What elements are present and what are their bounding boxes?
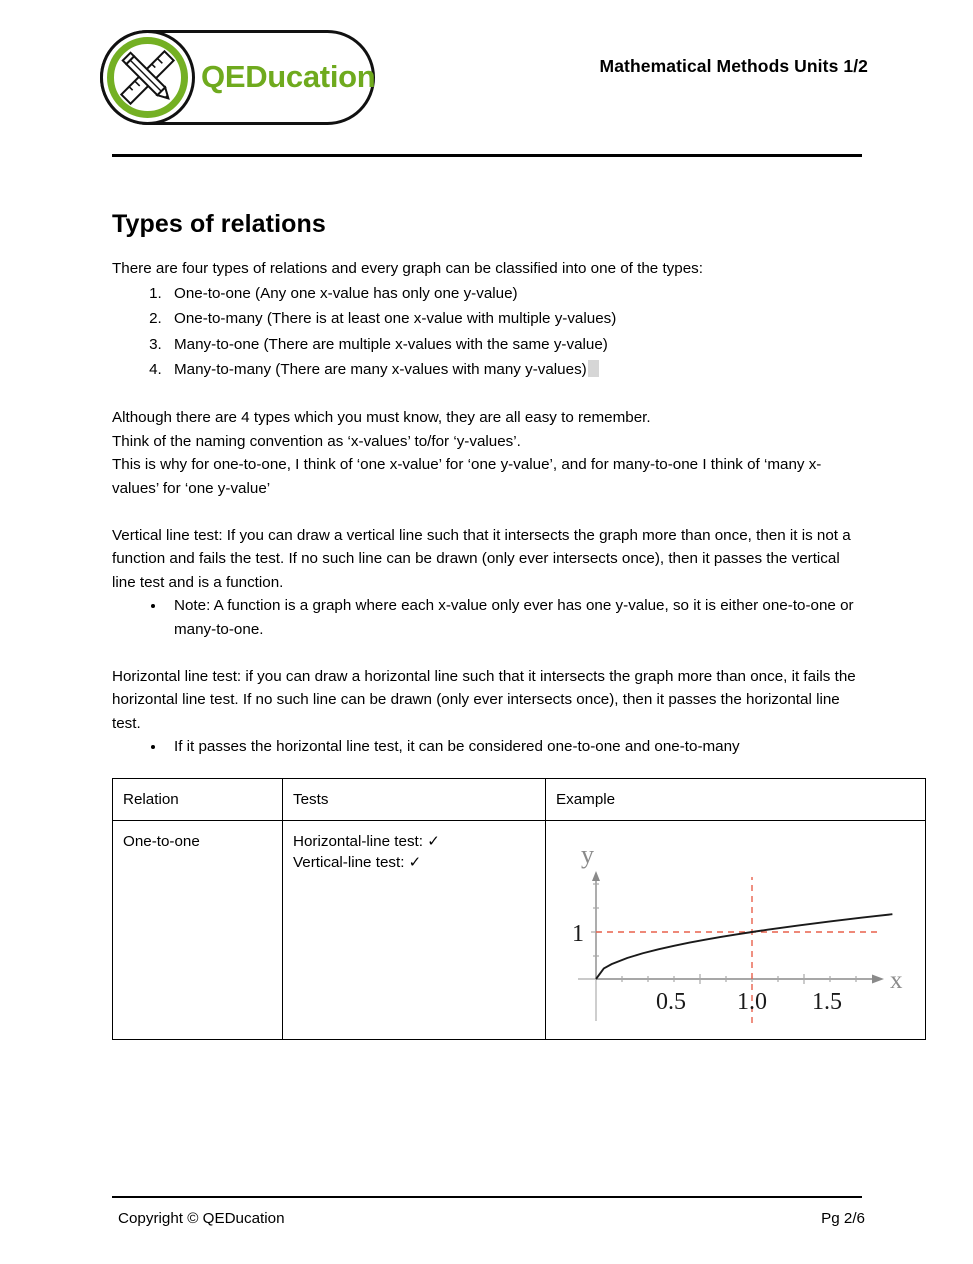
text-cursor-block	[588, 360, 599, 377]
cell-relation-name: One-to-one	[113, 821, 283, 1040]
y-tick-label-1: 1	[572, 921, 584, 947]
column-header-example: Example	[546, 779, 926, 821]
spacer	[112, 383, 864, 407]
table-header-row	[113, 779, 926, 821]
cell-tests	[283, 821, 546, 1040]
logo-wordmark: QEDucation	[201, 59, 376, 94]
x-tick-label-1point5: 1.5	[812, 989, 842, 1015]
page-header	[0, 0, 973, 160]
spacer	[112, 500, 864, 524]
footer-divider	[112, 1196, 862, 1198]
main-content	[112, 210, 864, 759]
x-axis-arrow	[872, 975, 884, 984]
list-item-label: One-to-one (Any one x-value has only one y-value)	[174, 284, 518, 302]
sqrt-curve	[596, 914, 892, 979]
list-item-label: Note: A function is a graph where each x-value only ever has one y-value, so it is either one-to-one or many-to-one.	[174, 597, 854, 638]
relations-table	[112, 778, 926, 1040]
footer-page-number: Pg 2/6	[821, 1210, 865, 1227]
column-header-relation: Relation	[113, 779, 283, 821]
mnemonic-line-2: Think of the naming convention as ‘x-values’ to/for ‘y-values’.	[112, 432, 521, 450]
horizontal-line-test-paragraph: Horizontal line test: if you can draw a horizontal line such that it intersects the graph more than once, it fails the horizontal line test. If no such line can be drawn (only ever intersects once), then it passes the horizontal line test.	[112, 667, 856, 732]
document-title: Mathematical Methods Units 1/2	[599, 56, 868, 76]
vertical-line-test-paragraph: Vertical line test: If you can draw a vertical line such that it intersects the graph more than once, then it is not a function and fails the test. If no such line can be drawn (only ever intersects once), then it passes the vertical line test and is a function.	[112, 526, 851, 591]
list-item	[166, 357, 864, 383]
vertical-line-test-bullets	[112, 594, 864, 641]
table-row	[113, 821, 926, 1040]
ruler-pencil-icon	[115, 45, 180, 110]
x-tick-label-0point5: 0.5	[656, 989, 686, 1015]
logo-badge-circle	[100, 30, 195, 125]
chart-svg	[556, 831, 915, 1029]
horizontal-line-test-bullets	[112, 735, 864, 759]
list-item-label: Many-to-one (There are multiple x-values with the same y-value)	[174, 335, 608, 353]
relation-types-list	[112, 281, 864, 383]
vertical-line-test-result: Vertical-line test: ✓	[293, 854, 422, 871]
list-item	[166, 332, 864, 358]
y-axis-arrow	[592, 871, 600, 881]
footer-copyright: Copyright © QEDucation	[118, 1210, 285, 1227]
list-item	[166, 594, 864, 641]
y-axis-label: y	[581, 840, 594, 869]
x-axis-label: x	[890, 967, 903, 994]
page-title: Types of relations	[112, 210, 326, 238]
horizontal-line-test-result: Horizontal-line test: ✓	[293, 833, 440, 850]
sqrt-function-chart	[556, 831, 915, 1029]
list-item	[166, 281, 864, 307]
brand-logo	[100, 30, 375, 125]
list-item-label: If it passes the horizontal line test, it can be considered one-to-one and one-to-many	[174, 738, 740, 755]
intro-paragraph: There are four types of relations and every graph can be classified into one of the types:	[112, 260, 703, 277]
mnemonic-line-1: Although there are 4 types which you must know, they are all easy to remember.	[112, 409, 651, 426]
column-header-tests: Tests	[283, 779, 546, 821]
spacer	[112, 641, 864, 665]
x-tick-label-1point0: 1.0	[737, 989, 767, 1015]
list-item-label: Many-to-many (There are many x-values with many y-values)	[174, 361, 587, 378]
list-item	[166, 306, 864, 332]
mnemonic-line-3: This is why for one-to-one, I think of ‘one x-value’ for ‘one y-value’, and for many-to-one I think of ‘many x-values’ for ‘one y-value’	[112, 456, 822, 497]
list-item-label: One-to-many (There is at least one x-value with multiple y-values)	[174, 310, 617, 327]
cell-example-graph	[546, 821, 926, 1040]
header-divider	[112, 154, 862, 157]
list-item	[166, 735, 864, 759]
